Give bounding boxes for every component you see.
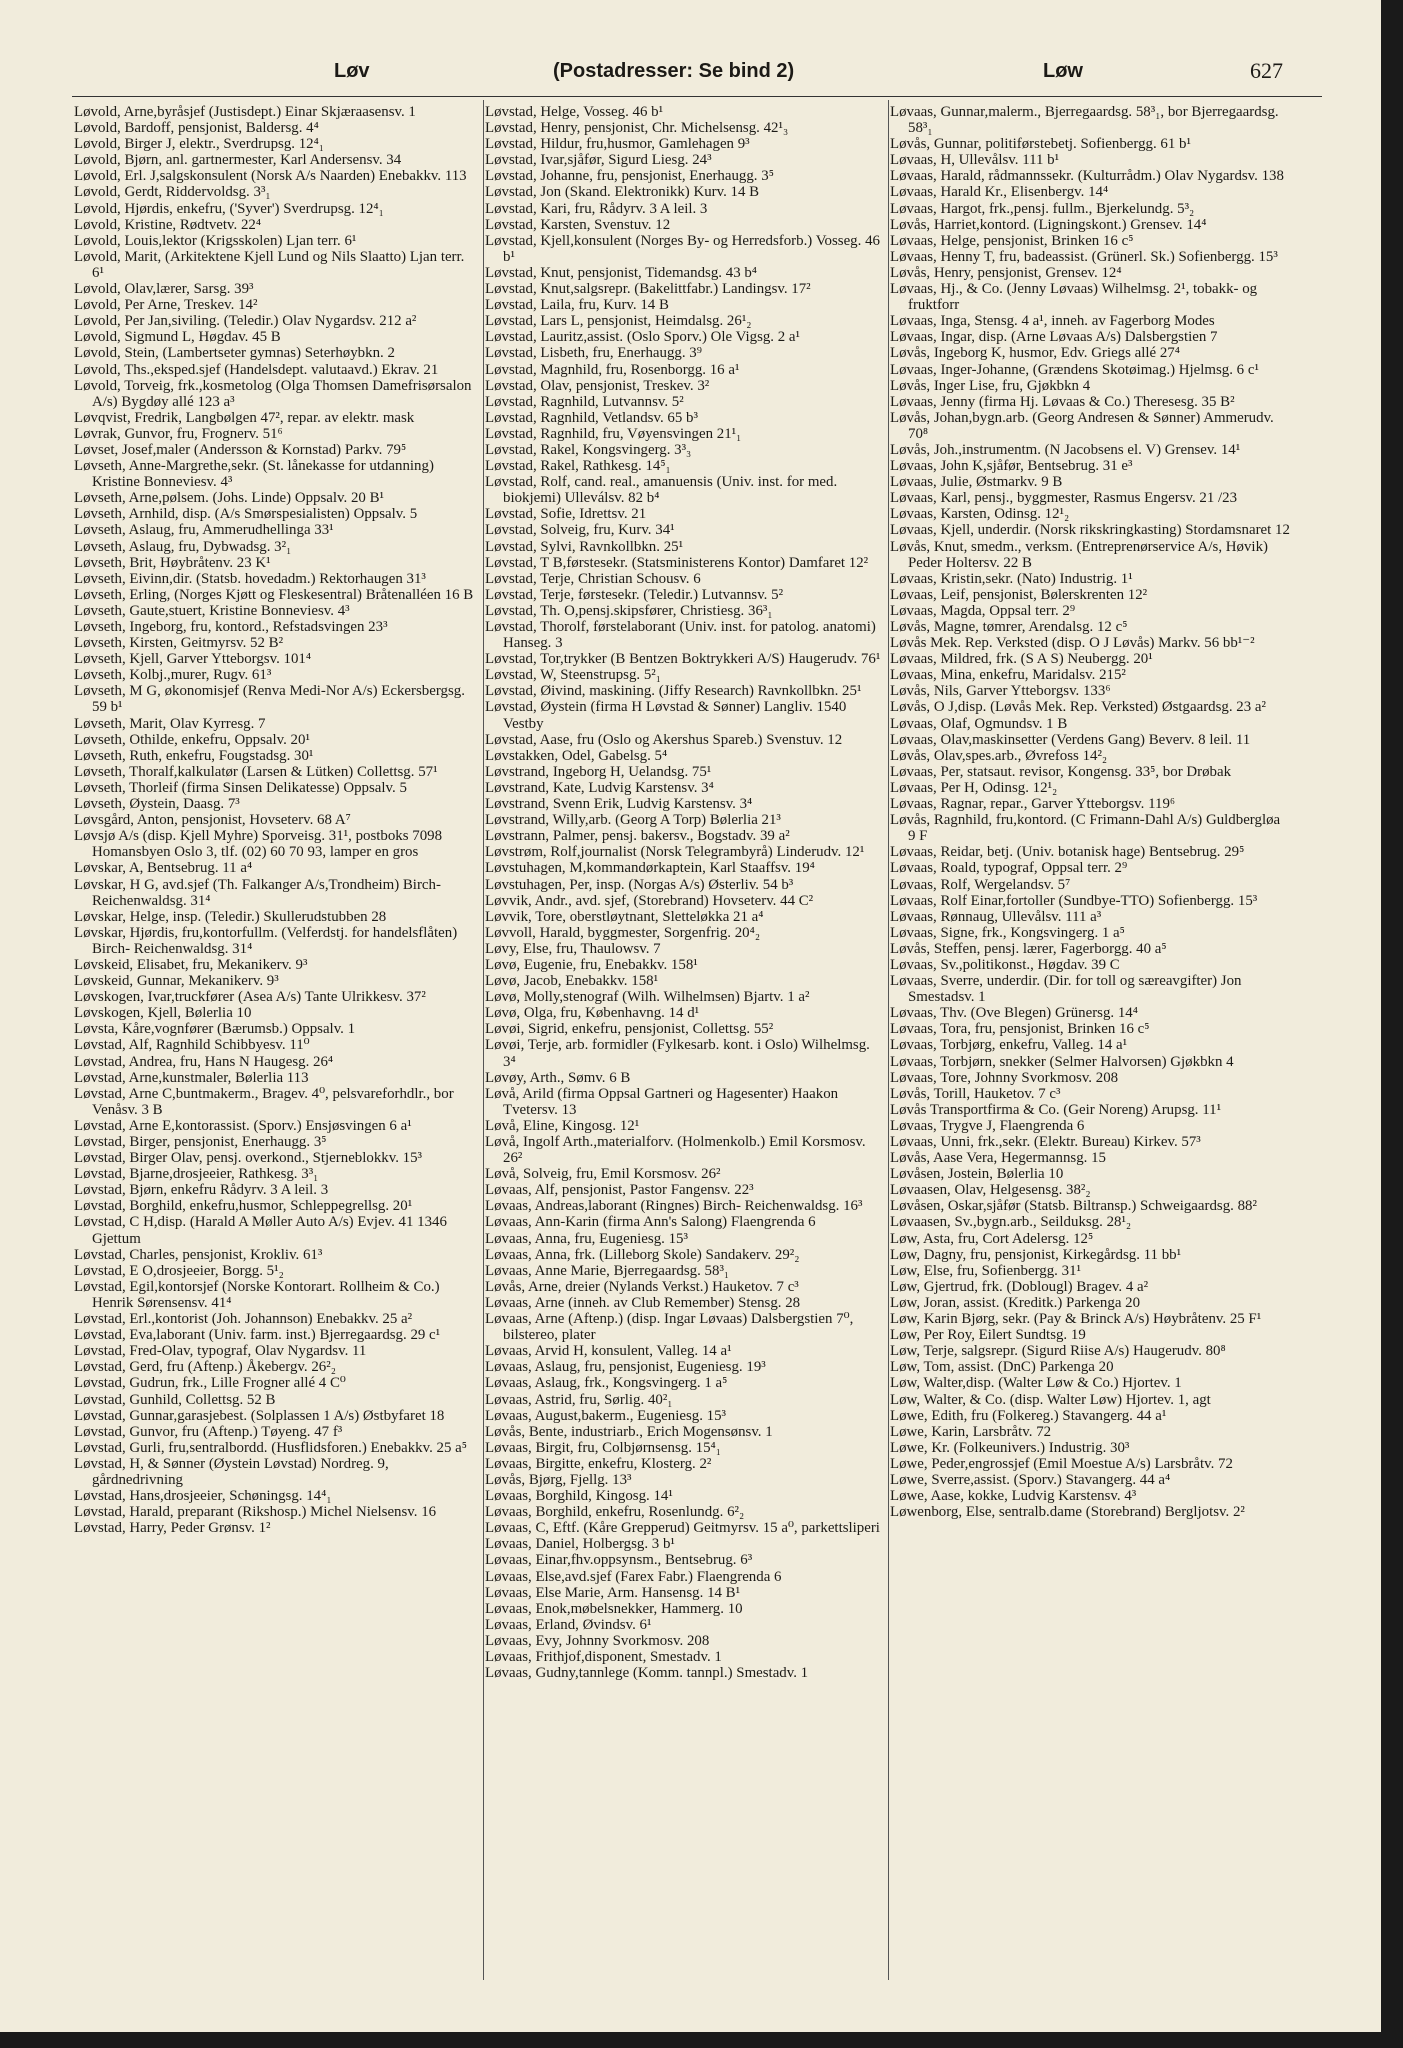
directory-entry: Løvskar, H G, avd.sjef (Th. Falkanger A/s,Trondheim) Birch- Reichenwaldsg. 31⁴ — [74, 876, 441, 909]
directory-entry: Løvstad, Rakel, Rathkesg. 14⁵₁ — [485, 458, 671, 475]
directory-entry: Løvaas, H, Ullevålsv. 111 b¹ — [890, 152, 1060, 169]
directory-entry: Løvold, Bjørn, anl. gartnermester, Karl Andersensv. 34 — [74, 152, 402, 169]
directory-entry: Løvold, Gerdt, Riddervoldsg. 3³₁ — [74, 184, 271, 201]
directory-entry: Løvold, Hjørdis, enkefru, ('Syver') Sverdrupsg. 12⁴₁ — [74, 200, 384, 217]
directory-entry: Løvås, Magne, tømrer, Arendalsg. 12 c⁵ — [890, 619, 1128, 635]
directory-entry: Løvqvist, Fredrik, Langbølgen 47², repar. av elektr. mask — [74, 409, 415, 426]
directory-entry: Løvås, Steffen, pensj. lærer, Fagerborgg. 40 a⁵ — [890, 940, 1167, 957]
directory-entry: Løvå, Solveig, fru, Emil Korsmosv. 26² — [485, 1166, 721, 1183]
header-right: Løw — [1043, 60, 1083, 82]
directory-entry: Løvstad, Borghild, enkefru,husmor, Schleppegrellsg. 20¹ — [74, 1198, 413, 1215]
directory-entry: Løvaas, Rolf Einar,fortoller (Sundbye-TTO) Sofienbergg. 15³ — [890, 892, 1258, 909]
directory-entry: Løvaas, Harald Kr., Elisenbergv. 14⁴ — [890, 184, 1109, 201]
directory-entry: Løvås, Joh.,instrumentm. (N Jacobsens el. V) Grensev. 14¹ — [890, 441, 1241, 458]
directory-entry: Løvaas, Aslaug, fru, pensjonist, Eugeniesg. 19³ — [485, 1359, 766, 1376]
directory-entry: Løvstad, Egil,kontorsjef (Norske Kontorart. Rollheim & Co.) Henrik Sørensensv. 41⁴ — [74, 1278, 440, 1311]
directory-entry: Løvseth, Thoralf,kalkulatør (Larsen & Lütken) Collettsg. 57¹ — [74, 763, 438, 780]
directory-entry: Løvaas, Anna, frk. (Lilleborg Skole) Sandakerv. 29²₂ — [485, 1246, 800, 1263]
directory-entry: Løvseth, Othilde, enkefru, Oppsalv. 20¹ — [74, 731, 310, 748]
directory-entry: Løvold, Olav,lærer, Sarsg. 39³ — [74, 281, 254, 298]
directory-entry: Løvaas, Helge, pensjonist, Brinken 16 c⁵ — [890, 232, 1134, 249]
directory-entry: Løvåsen, Oskar,sjåfør (Statsb. Biltransp.) Schweigaardsg. 88² — [890, 1198, 1257, 1215]
directory-entry: Løvstrand, Kate, Ludvig Karstensv. 3⁴ — [485, 779, 714, 796]
directory-entry: Løvaas, Reidar, betj. (Univ. botanisk hage) Bentsebrug. 29⁵ — [890, 844, 1245, 861]
directory-entry: Løvstad, Ragnhild, Vetlandsv. 65 b³ — [485, 409, 698, 426]
directory-entry: Løvaas, Olav,maskinsetter (Verdens Gang) Beverv. 8 leil. 11 — [890, 731, 1251, 748]
directory-entry: Løw, Gjertrud, frk. (Doblougl) Bragev. 4 a² — [890, 1278, 1149, 1295]
directory-entry: Løvås, Henry, pensjonist, Grensev. 12⁴ — [890, 264, 1122, 281]
directory-entry: Løvstad, Harry, Peder Grønsv. 1² — [74, 1520, 271, 1537]
directory-entry: Løvstad, Knut, pensjonist, Tidemandsg. 43 b⁴ — [485, 264, 757, 281]
directory-entry: Løvaas, Aslaug, frk., Kongsvingerg. 1 a⁵ — [485, 1375, 728, 1392]
directory-entry: Løvold, Kristine, Rødtvetv. 22⁴ — [74, 216, 262, 233]
directory-entry: Løvå, Eline, Kingosg. 12¹ — [485, 1117, 640, 1134]
directory-entry: Løvås, Olav,spes.arb., Øvrefoss 14²₂ — [890, 747, 1108, 764]
directory-entry: Løvstakken, Odel, Gabelsg. 5⁴ — [485, 747, 668, 764]
directory-entry: Løwe, Peder,engrossjef (Emil Moestue A/s) Larsbråtv. 72 — [890, 1455, 1233, 1472]
directory-entry: Løvstad, Magnhild, fru, Rosenborgg. 16 a¹ — [485, 361, 740, 378]
directory-entry: Løvsgård, Anton, pensjonist, Hovseterv. 68 A⁷ — [74, 812, 351, 829]
directory-entry: Løvaas, Leif, pensjonist, Bølerskrenten 12² — [890, 586, 1148, 603]
directory-entry: Løvø, Molly,stenograf (Wilh. Wilhelmsen) Bjartv. 1 a² — [485, 989, 810, 1006]
directory-entry: Løvseth, Anne-Margrethe,sekr. (St. lånekasse for utdanning) Kristine Bonneviesv. 4³ — [74, 458, 434, 491]
directory-entry: Løvaas, Ragnar, repar., Garver Ytteborgsv. 119⁶ — [890, 796, 1176, 813]
directory-entry: Løvaas, Trygve J, Flaengrenda 6 — [890, 1117, 1085, 1134]
directory-entry: Løvås, Bente, industriarb., Erich Mogensønsv. 1 — [485, 1423, 773, 1440]
directory-entry: Løvås, Nils, Garver Ytteborgsv. 133⁶ — [890, 683, 1111, 700]
directory-entry: Løvaas, Harald, rådmannssekr. (Kulturrådm.) Olav Nygardsv. 138 — [890, 168, 1284, 185]
directory-entry: Løvaas, Birgitte, enkefru, Klosterg. 2² — [485, 1455, 712, 1472]
directory-entry: Løvaas, Erland, Øvindsv. 6¹ — [485, 1616, 652, 1633]
directory-entry: Løvaas, Thv. (Ove Blegen) Grünersg. 14⁴ — [890, 1005, 1138, 1022]
directory-entry: Løvrak, Gunvor, fru, Frognerv. 51⁶ — [74, 425, 283, 442]
directory-entry: Løvstad, Helge, Vosseg. 46 b¹ — [485, 104, 664, 120]
directory-entry: Løvaas, Rolf, Wergelandsv. 5⁷ — [890, 876, 1071, 893]
directory-entry: Løvseth, M G, økonomisjef (Renva Medi-Nor A/s) Eckersbergsg. 59 b¹ — [74, 683, 465, 716]
directory-entry: Løvstad, Knut,salgsrepr. (Bakelittfabr.) Landingsv. 17² — [485, 281, 811, 298]
directory-entry: Løvstad, Gudrun, frk., Lille Frogner allé 4 C⁰ — [74, 1375, 346, 1392]
directory-entry: Løw, Terje, salgsrepr. (Sigurd Riise A/s) Haugerudv. 80⁸ — [890, 1343, 1226, 1360]
directory-entry: Løvås, Ragnhild, fru,kontord. (C Frimann-Dahl A/s) Guldbergløa 9 F — [890, 812, 1281, 845]
directory-entry: Løvskar, A, Bentsebrug. 11 a⁴ — [74, 860, 253, 877]
directory-entry: Løvstad, Aase, fru (Oslo og Akershus Spareb.) Svenstuv. 12 — [485, 731, 843, 748]
directory-entry: Løvseth, Brit, Høybråtenv. 23 K¹ — [74, 554, 271, 571]
directory-entry: Løvstad, C H,disp. (Harald A Møller Auto A/s) Evjev. 41 1346 Gjettum — [74, 1214, 447, 1247]
directory-entry: Løvø, Eugenie, fru, Enebakkv. 158¹ — [485, 956, 698, 973]
directory-entry: Løvaas, Gudny,tannlege (Komm. tannpl.) Smestadv. 1 — [485, 1665, 809, 1682]
directory-entry: Løvold, Sigmund L, Høgdav. 45 B — [74, 329, 281, 346]
directory-entry: Løw, Dagny, fru, pensjonist, Kirkegårdsg. 11 bb¹ — [890, 1246, 1182, 1263]
directory-entry: Løvaas, Rønnaug, Ullevålsv. 111 a³ — [890, 908, 1102, 925]
directory-entry: Løw, Per Roy, Eilert Sundtsg. 19 — [890, 1327, 1086, 1344]
directory-entry: Løvstad, Øystein (firma H Løvstad & Sønner) Langliv. 1540 Vestby — [485, 699, 847, 732]
directory-entry: Løvold, Stein, (Lambertseter gymnas) Seterhøybkn. 2 — [74, 345, 395, 362]
directory-entry: Løvaas, Gunnar,malerm., Bjerregaardsg. 58³₁, bor Bjerregaardsg. 58³₁ — [890, 104, 1279, 137]
directory-entry: Løvold, Per Arne, Treskev. 14² — [74, 297, 258, 314]
directory-entry: Løvseth, Aslaug, fru, Ammerudhellinga 33¹ — [74, 522, 334, 539]
directory-entry: Løwe, Kr. (Folkeunivers.) Industrig. 30³ — [890, 1439, 1130, 1456]
directory-entry: Løvstad, Ragnhild, fru, Vøyensvingen 21¹₁ — [485, 425, 742, 442]
directory-entry: Løvskogen, Kjell, Bølerlia 10 — [74, 1005, 252, 1022]
directory-entry: Løvaas, Astrid, fru, Sørlig. 40²₁ — [485, 1391, 673, 1408]
directory-entry: Løvstad, Alf, Ragnhild Schibbyesv. 11⁰ — [74, 1037, 310, 1054]
directory-entry: Løvsta, Kåre,vognfører (Bærumsb.) Oppsalv. 1 — [74, 1021, 356, 1038]
directory-entry: Løvås, Torill, Hauketov. 7 c³ — [890, 1085, 1061, 1102]
directory-entry: Løvaas, Tore, Johnny Svorkmosv. 208 — [890, 1069, 1119, 1086]
directory-entry: Løvaas, Einar,fhv.oppsynsm., Bentsebrug. 6³ — [485, 1552, 753, 1569]
directory-entry: Løvaas, Per, statsaut. revisor, Kongensg. 33⁵, bor Drøbak — [890, 763, 1232, 780]
directory-entry: Løw, Else, fru, Sofienbergg. 31¹ — [890, 1262, 1081, 1279]
directory-entry: Løvaas, Karl, pensj., byggmester, Rasmus Engersv. 21 /23 — [890, 490, 1238, 507]
directory-entry: Løvstad, Gunvor, fru (Aftenp.) Tøyeng. 47 f³ — [74, 1423, 343, 1440]
directory-entry: Løvold, Erl. J,salgskonsulent (Norsk A/s Naarden) Enebakkv. 113 — [74, 168, 467, 185]
directory-entry: Løvstad, Kjell,konsulent (Norges By- og Herredsforb.) Vosseg. 46 b¹ — [485, 232, 880, 265]
directory-entry: Løvaas, Borghild, enkefru, Rosenlundg. 6²₂ — [485, 1504, 745, 1521]
directory-entry: Løvaas, Kjell, underdir. (Norsk rikskringkasting) Stordamsnaret 12 — [890, 522, 1290, 539]
directory-entry: Løvaasen, Olav, Helgesensg. 38²₂ — [890, 1182, 1091, 1199]
directory-entry: Løvstad, Sofie, Idrettsv. 21 — [485, 506, 647, 523]
directory-entry: Løvås, Harriet,kontord. (Ligningskont.) Grensev. 14⁴ — [890, 216, 1207, 233]
directory-entry: Løvstad, Ragnhild, Lutvannsv. 5² — [485, 393, 684, 410]
directory-entry: Løvseth, Aslaug, fru, Dybwadsg. 3²₁ — [74, 538, 292, 555]
directory-entry: Løvø, Olga, fru, Københavng. 14 d¹ — [485, 1005, 700, 1022]
directory-entry: Løvås, Aase Vera, Hegermannsg. 15 — [890, 1150, 1106, 1167]
directory-entry: Løvås, Gunnar, politiførstebetj. Sofienbergg. 61 b¹ — [890, 136, 1191, 153]
directory-entry: Løvstrand, Ingeborg H, Uelandsg. 75¹ — [485, 763, 712, 780]
directory-entry: Løvskeid, Gunnar, Mekanikerv. 9³ — [74, 973, 279, 990]
directory-entry: Løvstad, Charles, pensjonist, Krokliv. 61³ — [74, 1246, 323, 1263]
directory-entry: Løwenborg, Else, sentralb.dame (Storebrand) Bergljotsv. 2² — [890, 1504, 1245, 1521]
directory-entry: Løvaasen, Sv.,bygn.arb., Seilduksg. 28¹₂ — [890, 1214, 1132, 1231]
directory-entry: Løvy, Else, fru, Thaulowsv. 7 — [485, 940, 661, 957]
directory-entry: Løvstuhagen, Per, insp. (Norgas A/s) Østerliv. 54 b³ — [485, 876, 794, 893]
directory-entry: Løvaas, Birgit, fru, Colbjørnsensg. 15⁴₁ — [485, 1439, 721, 1456]
directory-entry: Løvstad, Karsten, Svenstuv. 12 — [485, 216, 671, 233]
directory-entry: Løvstad, Lisbeth, fru, Enerhaugg. 3⁹ — [485, 345, 702, 362]
directory-entry: Løvaas, Anne Marie, Bjerregaardsg. 58³₁ — [485, 1262, 730, 1279]
column-1 — [74, 104, 474, 1536]
directory-entry: Løvås, Bjørg, Fjellg. 13³ — [485, 1471, 632, 1488]
directory-entry: Løvaas, Andreas,laborant (Ringnes) Birch- Reichenwaldsg. 16³ — [485, 1198, 863, 1215]
directory-entry: Løvaas, Arne (Aftenp.) (disp. Ingar Løvaas) Dalsbergstien 7⁰, bilstereo, plater — [485, 1311, 854, 1344]
directory-entry: Løvskar, Helge, insp. (Teledir.) Skullerudstubben 28 — [74, 908, 387, 925]
directory-entry: Løvstad, Gerd, fru (Aftenp.) Åkebergv. 26²₂ — [74, 1359, 336, 1376]
directory-entry: Løvset, Josef,maler (Andersson & Kornstad) Parkv. 79⁵ — [74, 441, 407, 458]
directory-entry: Løvsjø A/s (disp. Kjell Myhre) Sporveisg. 31¹, postboks 7098 Homansbyen Oslo 3, tlf. (02) 60 70 93, lamper en gros — [74, 828, 443, 861]
directory-entry: Løwe, Aase, kokke, Ludvig Karstensv. 4³ — [890, 1488, 1137, 1505]
directory-entry: Løvøi, Sigrid, enkefru, pensjonist, Collettsg. 55² — [485, 1021, 774, 1038]
directory-entry: Løvås Transportfirma & Co. (Geir Noreng) Arupsg. 11¹ — [890, 1101, 1222, 1118]
directory-entry: Løvstad, Kari, fru, Rådyrv. 3 A leil. 3 — [485, 200, 708, 217]
directory-entry: Løvå, Ingolf Arth.,materialforv. (Holmenkolb.) Emil Korsmosv. 26² — [485, 1134, 866, 1167]
directory-entry: Løvstuhagen, M,kommandørkaptein, Karl Staaffsv. 19⁴ — [485, 860, 815, 877]
directory-entry: Løvold, Arne,byråsjef (Justisdept.) Einar Skjæraasensv. 1 — [74, 104, 416, 120]
directory-entry: Løvseth, Erling, (Norges Kjøtt og Fleskesentral) Bråtenalléen 16 B — [74, 586, 474, 603]
directory-entry: Løvseth, Ingeborg, fru, kontord., Refstadsvingen 23³ — [74, 619, 388, 635]
directory-entry: Løvaas, Hj., & Co. (Jenny Løvaas) Wilhelmsg. 2¹, tobakk- og fruktforr — [890, 281, 1258, 314]
page-number: 627 — [1250, 58, 1283, 83]
directory-entry: Løvstad, Laila, fru, Kurv. 14 B — [485, 297, 669, 314]
directory-entry: Løvstad, Andrea, fru, Hans N Haugesg. 26⁴ — [74, 1053, 334, 1070]
directory-entry: Løvstad, Hans,drosjeeier, Schøningsg. 14⁴₁ — [74, 1488, 332, 1505]
directory-entry: Løvaas, Inga, Stensg. 4 a¹, inneh. av Fagerborg Modes — [890, 313, 1215, 330]
directory-entry: Løvold, Marit, (Arkitektene Kjell Lund og Nils Slaatto) Ljan terr. 6¹ — [74, 248, 465, 281]
directory-entry: Løvstad, Terje, Christian Schousv. 6 — [485, 570, 701, 587]
directory-entry: Løvås, O J,disp. (Løvås Mek. Rep. Verksted) Østgaardsg. 23 a² — [890, 699, 1266, 716]
directory-entry: Løvstad, Gurli, fru,sentralbordd. (Husflidsforen.) Enebakkv. 25 a⁵ — [74, 1439, 467, 1456]
directory-entry: Løvå, Arild (firma Oppsal Gartneri og Hagesenter) Haakon Tvetersv. 13 — [485, 1085, 839, 1118]
directory-entry: Løvseth, Arne,pølsem. (Johs. Linde) Oppsalv. 20 B¹ — [74, 490, 384, 507]
directory-entry: Løvvik, Tore, oberstløytnant, Sletteløkka 21 a⁴ — [485, 908, 764, 925]
directory-entry: Løvstad, Sylvi, Ravnkollbkn. 25¹ — [485, 538, 684, 555]
directory-entry: Løvstad, Harald, preparant (Rikshosp.) Michel Nielsensv. 16 — [74, 1504, 437, 1521]
directory-entry: Løvseth, Eivinn,dir. (Statsb. hovedadm.) Rektorhaugen 31³ — [74, 570, 426, 587]
directory-entry: Løvaas, Karsten, Odinsg. 12¹₂ — [890, 506, 1070, 523]
directory-entry: Løvvik, Andr., avd. sjef, (Storebrand) Hovseterv. 44 C² — [485, 892, 814, 909]
directory-entry: Løvås, Arne, dreier (Nylands Verkst.) Hauketov. 7 c³ — [485, 1278, 799, 1295]
directory-entry: Løvstrand, Svenn Erik, Ludvig Karstensv. 3⁴ — [485, 796, 753, 813]
directory-entry: Løvaas, Alf, pensjonist, Pastor Fangensv. 22³ — [485, 1182, 754, 1199]
directory-entry: Løvstad, Bjarne,drosjeeier, Rathkesg. 3³₁ — [74, 1166, 319, 1183]
directory-entry: Løvstad, Thorolf, førstelaborant (Univ. inst. for patolog. anatomi) Hanseg. 3 — [485, 619, 876, 652]
directory-entry: Løvstad, Solveig, fru, Kurv. 34¹ — [485, 522, 675, 539]
directory-entry: Løvstad, Th. O,pensj.skipsfører, Christiesg. 36³₁ — [485, 602, 773, 619]
directory-entry: Løvstad, Bjørn, enkefru Rådyrv. 3 A leil. 3 — [74, 1182, 329, 1199]
directory-entry: Løvstad, Henry, pensjonist, Chr. Michelsensg. 42¹₃ — [485, 120, 789, 137]
directory-entry: Løvaas, Ann-Karin (firma Ann's Salong) Flaengrenda 6 — [485, 1214, 816, 1231]
directory-entry: Løvaas, Enok,møbelsnekker, Hammerg. 10 — [485, 1600, 743, 1617]
directory-entry: Løvaas, Jenny (firma Hj. Løvaas & Co.) Theresesg. 35 B² — [890, 393, 1235, 410]
directory-entry: Løvseth, Ruth, enkefru, Fougstadsg. 30¹ — [74, 747, 314, 764]
directory-entry: Løvås, Knut, smedm., verksm. (Entreprenørservice A/s, Høvik) Peder Holtersv. 22 B — [890, 538, 1268, 571]
header-left: Løv — [334, 60, 370, 82]
directory-entry: Løvold, Birger J, elektr., Sverdrupsg. 12⁴₁ — [74, 136, 324, 153]
directory-entry: Løwe, Sverre,assist. (Sporv.) Stavangerg. 44 a⁴ — [890, 1471, 1171, 1488]
directory-entry: Løvseth, Marit, Olav Kyrresg. 7 — [74, 715, 266, 732]
directory-entry: Løvaas, Signe, frk., Kongsvingerg. 1 a⁵ — [890, 924, 1125, 941]
directory-entry: Løvstad, E O,drosjeeier, Borgg. 5¹₂ — [74, 1262, 284, 1279]
directory-entry: Løvaas, Hargot, frk.,pensj. fullm., Bjerkelundg. 5³₂ — [890, 200, 1195, 217]
directory-entry: Løvstad, Birger, pensjonist, Enerhaugg. 3⁵ — [74, 1134, 327, 1150]
directory-entry: Løvseth, Kirsten, Geitmyrsv. 52 B² — [74, 635, 284, 652]
directory-entry: Løvseth, Arnhild, disp. (A/s Smørspesialisten) Oppsalv. 5 — [74, 506, 418, 523]
directory-entry: Løvstad, Rolf, cand. real., amanuensis (Univ. inst. for med. biokjemi) Ulleválsv. 82 b⁴ — [485, 474, 838, 507]
directory-entry: Løvstad, Jon (Skand. Elektronikk) Kurv. 14 B — [485, 184, 760, 201]
directory-entry: Løvås, Johan,bygn.arb. (Georg Andresen & Sønner) Ammerudv. 70⁸ — [890, 409, 1274, 442]
directory-entry: Løvaas, Mildred, frk. (S A S) Neubergg. 20¹ — [890, 651, 1153, 668]
directory-entry: Løvaas, Evy, Johnny Svorkmosv. 208 — [485, 1632, 710, 1649]
directory-entry: Løvstad, H, & Sønner (Øystein Løvstad) Nordreg. 9, gårdnedrivning — [74, 1455, 389, 1488]
directory-entry: Løvaas, Roald, typograf, Oppsal terr. 2⁹ — [890, 860, 1128, 877]
directory-entry: Løvold, Per Jan,siviling. (Teledir.) Olav Nygardsv. 212 a² — [74, 313, 417, 330]
directory-entry: Løvstad, Eva,laborant (Univ. farm. inst.) Bjerregaardsg. 29 c¹ — [74, 1327, 441, 1344]
column-2 — [485, 104, 885, 1681]
directory-entry: Løvstad, Arne,kunstmaler, Bølerlia 113 — [74, 1069, 309, 1086]
directory-entry: Løvold, Torveig, frk.,kosmetolog (Olga Thomsen Damefrisørsalon A/s) Bygdøy allé 123 a³ — [74, 377, 472, 410]
directory-entry: Løvstad, Rakel, Kongsvingerg. 3³₃ — [485, 441, 692, 458]
header-center: (Postadresser: Se bind 2) — [553, 60, 795, 82]
directory-entry: Løvaas, Anna, fru, Eugeniesg. 15³ — [485, 1230, 688, 1247]
directory-entry: Løvaas, Kristin,sekr. (Nato) Industrig. 1¹ — [890, 570, 1133, 587]
directory-entry: Løw, Tom, assist. (DnC) Parkenga 20 — [890, 1359, 1114, 1376]
directory-entry: Løvaas, Borghild, Kingosg. 14¹ — [485, 1488, 673, 1505]
page-header — [0, 54, 1381, 88]
directory-entry: Løvold, Louis,lektor (Krigsskolen) Ljan terr. 6¹ — [74, 232, 357, 249]
directory-entry: Løvås, Ingeborg K, husmor, Edv. Griegs allé 27⁴ — [890, 345, 1180, 362]
directory-entry: Løvstad, Olav, pensjonist, Treskev. 3² — [485, 377, 710, 394]
directory-entry: Løvstad, Terje, førstesekr. (Teledir.) Lutvannsv. 5² — [485, 586, 784, 603]
directory-entry: Løvold, Bardoff, pensjonist, Baldersg. 4⁴ — [74, 120, 319, 137]
directory-entry: Løvstrand, Willy,arb. (Georg A Torp) Bølerlia 21³ — [485, 812, 781, 829]
directory-entry: Løvseth, Kjell, Garver Ytteborgsv. 101⁴ — [74, 651, 312, 668]
directory-entry: Løvstad, Arne C,buntmakerm., Bragev. 4⁰, pelsvareforhdlr., bor Venåsv. 3 B — [74, 1085, 454, 1118]
directory-entry: Løvaas, Arvid H, konsulent, Valleg. 14 a¹ — [485, 1343, 732, 1360]
directory-entry: Løwe, Edith, fru (Folkereg.) Stavangerg. 44 a¹ — [890, 1407, 1167, 1424]
directory-entry: Løvaas, Per H, Odinsg. 12¹₂ — [890, 779, 1058, 796]
directory-entry: Løwe, Karin, Larsbråtv. 72 — [890, 1423, 1052, 1440]
directory-entry: Løvaas, Sverre, underdir. (Dir. for toll og særeavgifter) Jon Smestadsv. 1 — [890, 973, 1242, 1006]
header-rule — [72, 96, 1322, 97]
directory-entry: Løvstad, Arne E,kontorassist. (Sporv.) Ensjøsvingen 6 a¹ — [74, 1117, 412, 1134]
directory-entry: Løw, Asta, fru, Cort Adelersg. 12⁵ — [890, 1230, 1094, 1247]
directory-entry: Løvaas, August,bakerm., Eugeniesg. 15³ — [485, 1407, 727, 1424]
directory-entry: Løvaas, Unni, frk.,sekr. (Elektr. Bureau) Kirkev. 57³ — [890, 1134, 1201, 1150]
directory-entry: Løvaas, Ingar, disp. (Arne Løvaas A/s) Dalsbergstien 7 — [890, 329, 1218, 346]
directory-entry: Løvstad, W, Steenstrupsg. 5²₁ — [485, 667, 661, 684]
directory-entry: Løvstrann, Palmer, pensj. bakersv., Bogstadv. 39 a² — [485, 828, 790, 845]
directory-entry: Løvaas, Torbjørn, snekker (Selmer Halvorsen) Gjøkbkn 4 — [890, 1053, 1234, 1070]
directory-entry: Løvstad, Johanne, fru, pensjonist, Enerhaugg. 3⁵ — [485, 168, 774, 185]
directory-entry: Løvaas, John K,sjåfør, Bentsebrug. 31 e³ — [890, 458, 1133, 475]
directory-entry: Løvaas, Olaf, Ogmundsv. 1 B — [890, 715, 1068, 732]
directory-entry: Løvøy, Arth., Sømv. 6 B — [485, 1069, 631, 1086]
directory-entry: Løvaas, Mina, enkefru, Maridalsv. 215² — [890, 667, 1126, 684]
directory-entry: Løw, Walter, & Co. (disp. Walter Løw) Hjortev. 1, agt — [890, 1391, 1211, 1408]
directory-entry: Løvstad, Lauritz,assist. (Oslo Sporv.) Ole Vigsg. 2 a¹ — [485, 329, 800, 346]
directory-entry: Løvaas, Daniel, Holbergsg. 3 b¹ — [485, 1536, 675, 1553]
directory-entry: Løvstad, Ivar,sjåfør, Sigurd Liesg. 24³ — [485, 152, 712, 169]
directory-entry: Løvø, Jacob, Enebakkv. 158¹ — [485, 973, 659, 990]
directory-entry: Løvstad, Birger Olav, pensj. overkond., Stjerneblokkv. 15³ — [74, 1150, 422, 1167]
directory-entry: Løvaas, C, Eftf. (Kåre Grepperud) Geitmyrsv. 15 a⁰, parkettsliperi — [485, 1520, 880, 1537]
directory-entry: Løvås, Inger Lise, fru, Gjøkbkn 4 — [890, 377, 1091, 394]
directory-entry: Løvseth, Thorleif (firma Sinsen Delikatesse) Oppsalv. 5 — [74, 779, 407, 796]
directory-entry: Løvstad, Erl.,kontorist (Joh. Johannson) Enebakkv. 25 a² — [74, 1311, 413, 1328]
directory-entry: Løvaas, Frithjof,disponent, Smestadv. 1 — [485, 1649, 722, 1665]
directory-entry: Løvaas, Henny T, fru, badeassist. (Grünerl. Sk.) Sofienbergg. 15³ — [890, 248, 1278, 265]
directory-entry: Løvskeid, Elisabet, fru, Mekanikerv. 9³ — [74, 956, 308, 973]
directory-entry: Løvstad, Hildur, fru,husmor, Gamlehagen 9³ — [485, 136, 750, 153]
directory-entry: Løvstad, Gunnar,garasjebest. (Solplassen 1 A/s) Østbyfaret 18 — [74, 1407, 445, 1424]
directory-entry: Løvaas, Else Marie, Arm. Hansensg. 14 B¹ — [485, 1584, 741, 1601]
directory-entry: Løvaas, Torbjørg, enkefru, Valleg. 14 a¹ — [890, 1037, 1128, 1054]
directory-entry: Løvstad, Lars L, pensjonist, Heimdalsg. 26¹₂ — [485, 313, 752, 330]
directory-entry: Løw, Karin Bjørg, sekr. (Pay & Brinck A/s) Høybråtenv. 25 F¹ — [890, 1311, 1262, 1328]
directory-entry: Løw, Walter,disp. (Walter Løw & Co.) Hjortev. 1 — [890, 1375, 1182, 1392]
directory-entry: Løvåsen, Jostein, Bølerlia 10 — [890, 1166, 1064, 1183]
directory-entry: Løvås Mek. Rep. Verksted (disp. O J Løvås) Markv. 56 bb¹⁻² — [890, 635, 1255, 652]
directory-entry: Løvaas, Else,avd.sjef (Farex Fabr.) Flaengrenda 6 — [485, 1568, 782, 1585]
directory-entry: Løvseth, Kolbj.,murer, Rugv. 61³ — [74, 667, 272, 684]
directory-entry: Løvstad, T B,førstesekr. (Statsministerens Kontor) Damfaret 12² — [485, 554, 869, 571]
directory-entry: Løvseth, Gaute,stuert, Kristine Bonneviesv. 4³ — [74, 602, 350, 619]
directory-entry: Løvaas, Julie, Østmarkv. 9 B — [890, 474, 1063, 491]
column-divider — [888, 100, 889, 1980]
column-3 — [890, 104, 1290, 1520]
directory-entry: Løvold, Ths.,eksped.sjef (Handelsdept. valutaavd.) Ekrav. 21 — [74, 361, 439, 378]
directory-entry: Løw, Joran, assist. (Kreditk.) Parkenga 20 — [890, 1294, 1141, 1311]
directory-entry: Løvstad, Gunhild, Collettsg. 52 B — [74, 1391, 276, 1408]
directory-entry: Løvskogen, Ivar,truckfører (Asea A/s) Tante Ulrikkesv. 37² — [74, 989, 426, 1006]
directory-entry: Løvaas, Arne (inneh. av Club Remember) Stensg. 28 — [485, 1294, 801, 1311]
directory-entry: Løvvoll, Harald, byggmester, Sorgenfrig. 20⁴₂ — [485, 924, 761, 941]
directory-entry: Løvstad, Tor,trykker (B Bentzen Boktrykkeri A/S) Haugerudv. 76¹ — [485, 651, 881, 668]
directory-entry: Løvstad, Øivind, maskining. (Jiffy Research) Ravnkollbkn. 25¹ — [485, 683, 862, 700]
directory-entry: Løvaas, Inger-Johanne, (Grændens Skotøimag.) Hjelmsg. 6 c¹ — [890, 361, 1259, 378]
directory-entry: Løvstad, Fred-Olav, typograf, Olav Nygardsv. 11 — [74, 1343, 367, 1360]
directory-entry: Løvaas, Magda, Oppsal terr. 2⁹ — [890, 602, 1076, 619]
directory-entry: Løvskar, Hjørdis, fru,kontorfullm. (Velferdstj. for handelsflåten) Birch- Reichenwaldsg. 31⁴ — [74, 924, 458, 957]
column-divider — [483, 100, 484, 1980]
directory-entry: Løvstrøm, Rolf,journalist (Norsk Telegrambyrå) Linderudv. 12¹ — [485, 844, 865, 861]
directory-entry: Løvaas, Tora, fru, pensjonist, Brinken 16 c⁵ — [890, 1021, 1150, 1038]
directory-entry: Løvseth, Øystein, Daasg. 7³ — [74, 796, 240, 813]
directory-entry: Løvaas, Sv.,politikonst., Høgdav. 39 C — [890, 956, 1120, 973]
directory-entry: Løvøi, Terje, arb. formidler (Fylkesarb. kont. i Oslo) Wilhelmsg. 3⁴ — [485, 1037, 870, 1070]
